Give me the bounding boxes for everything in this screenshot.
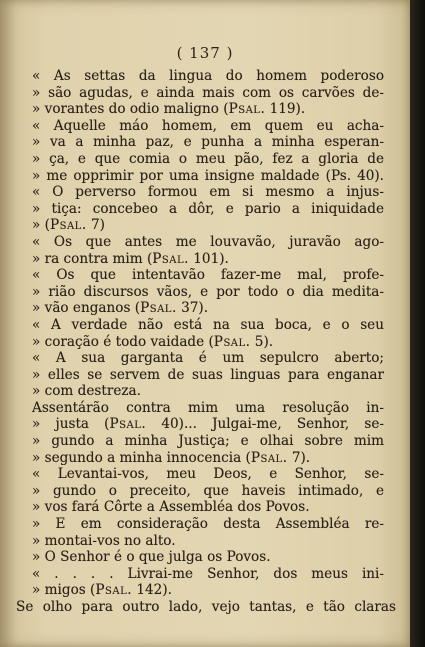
text-line: « Os que intentavão fazer-me mal, profe- [32, 267, 384, 284]
text-line: » coração é todo vaidade (Psal. 5). [32, 333, 274, 350]
text-line: Se olho para outro lado, vejo tantas, e tão claras [16, 599, 396, 615]
text-line: » ra contra mim (Psal. 101). [32, 250, 229, 267]
text-line: » vão enganos (Psal. 37). [32, 300, 209, 317]
text-line: » va a minha paz, e punha a minha esperan- [32, 134, 384, 151]
text-line: Assentárão contra mim uma resolução in- [32, 399, 384, 416]
text-line: » tiça: concebeo a dôr, e pario a iniquidade [32, 200, 384, 217]
text-line: « Os que antes me louvavão, juravão ago- [32, 233, 384, 250]
text-line: « A sua garganta é um sepulcro aberto; [32, 350, 384, 367]
text-line: » elles se servem de suas linguas para enganar [32, 366, 384, 383]
text-line: » (Psal. 7) [32, 217, 105, 234]
text-line: « Levantai-vos, meu Deos, e Senhor, se- [32, 466, 384, 483]
text-line: » me opprimir por uma insigne maldade (Ps. 40). [32, 167, 384, 184]
text-line: » ça, e que comia o meu pão, fez a gloria de [32, 150, 384, 167]
text-line: » gundo o preceito, que haveis intimado, e [32, 482, 384, 499]
text-line: « A verdade não está na sua boca, e o seu [32, 316, 384, 333]
text-line: « O perverso formou em si mesmo a injus- [32, 184, 384, 201]
text-line: « . . . . Livrai-me Senhor, dos meus ini- [32, 565, 384, 582]
text-line: » segundo a minha innocencia (Psal. 7). [32, 449, 311, 466]
text-line: » justa (Psal. 40)... Julgai-me, Senhor, se- [32, 416, 384, 433]
text-line: » montai-vos no alto. [32, 532, 176, 549]
body-text [16, 68, 396, 616]
text-line: » E em consideração desta Assembléa re- [32, 516, 384, 533]
text-line: » migos (Psal. 142). [32, 582, 172, 599]
text-line: » O Senhor é o que julga os Povos. [32, 549, 271, 566]
text-line: » rião discursos vãos, e por todo o dia medita- [32, 283, 384, 300]
text-line: » vorantes do odio maligno (Psal. 119). [32, 101, 306, 118]
text-line: « As settas da lingua do homem poderoso [32, 68, 384, 84]
text-line: » vos fará Côrte a Assembléa dos Povos. [32, 499, 310, 516]
text-line: » são agudas, e ainda mais com os carvões de- [32, 84, 384, 101]
text-line: » gundo a minha Justiça; e olhai sobre mim [32, 433, 384, 450]
text-line: » com destreza. [32, 383, 141, 400]
page-number: ( 137 ) [176, 44, 234, 62]
page-edge-shadow [410, 0, 425, 647]
text-line: « Aquelle máo homem, em quem eu acha- [32, 117, 384, 134]
